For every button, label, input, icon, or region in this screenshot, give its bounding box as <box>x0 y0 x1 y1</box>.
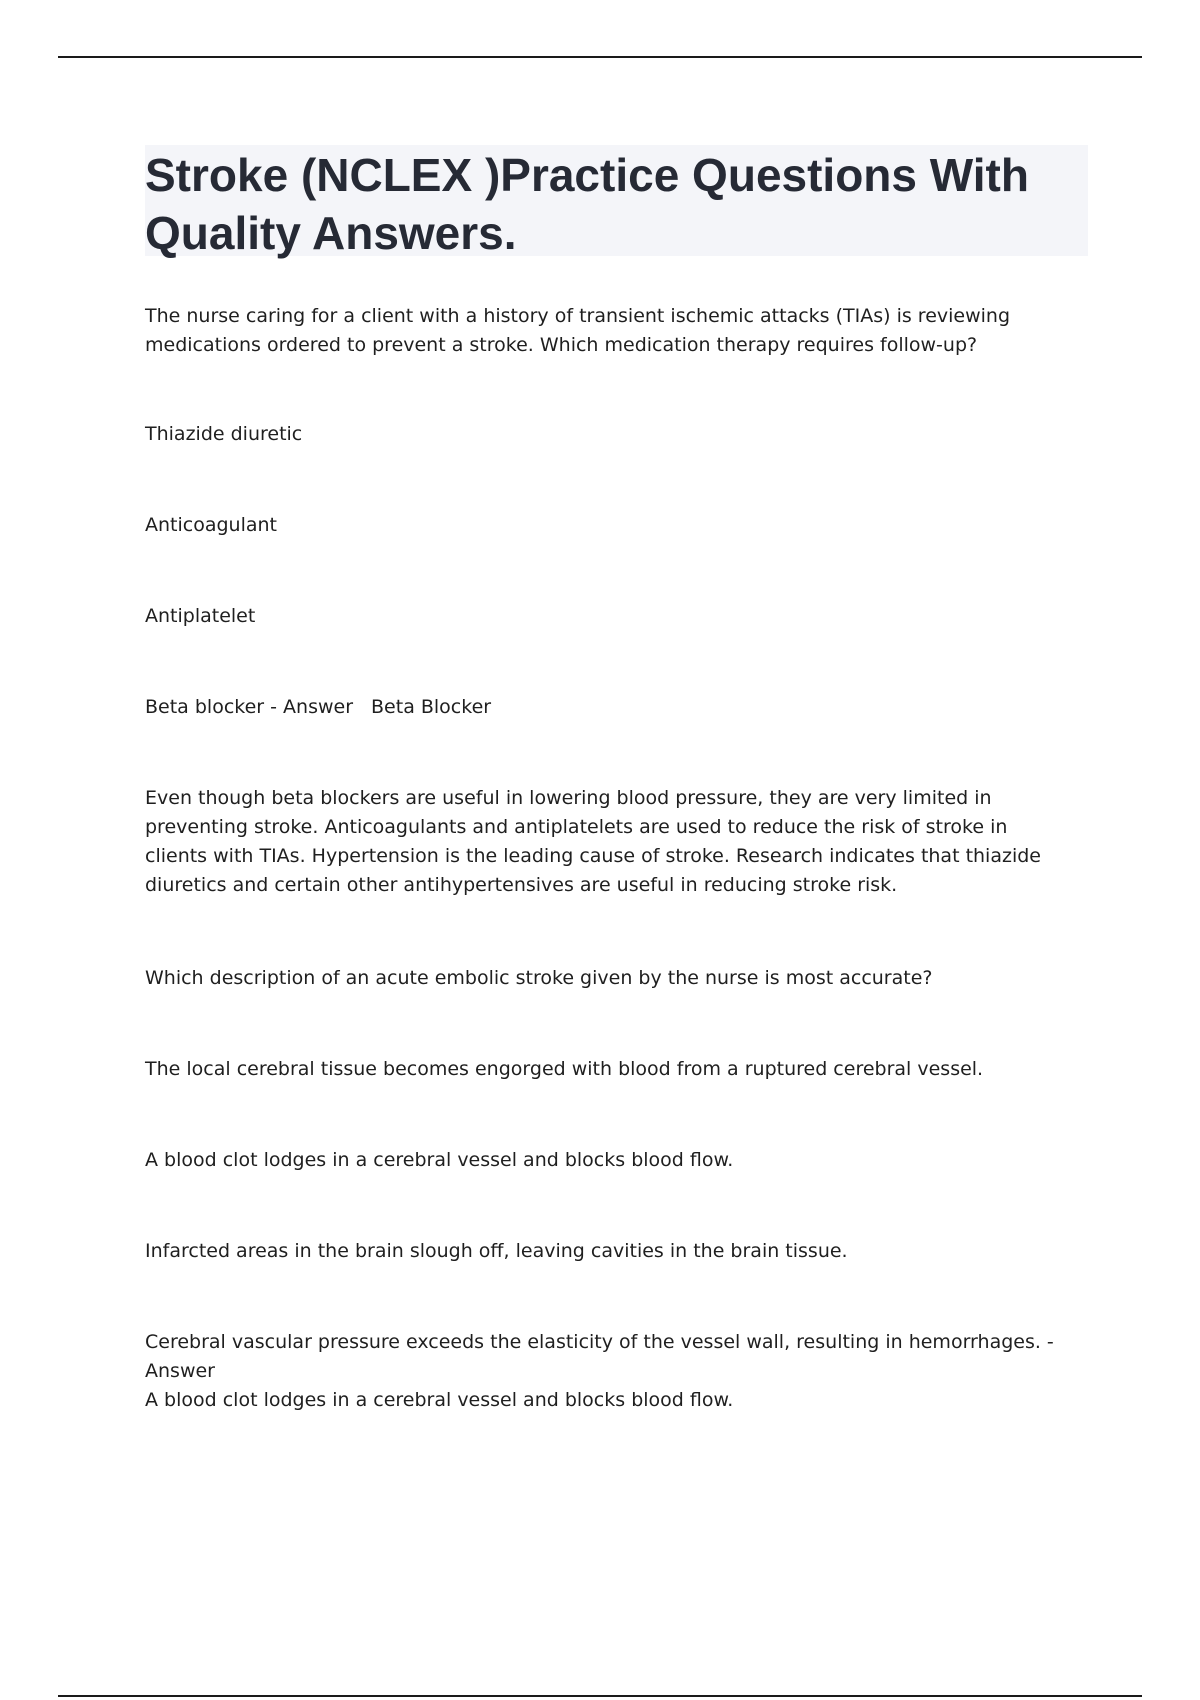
question-2-text: Which description of an acute embolic stroke given by the nurse is most accurate? <box>145 967 933 989</box>
question-1-option-2: Anticoagulant <box>145 514 277 536</box>
bottom-rule <box>58 1695 1142 1697</box>
question-1-option-3: Antiplatelet <box>145 605 256 627</box>
question-2-answer: A blood clot lodges in a cerebral vessel and blocks blood flow. <box>145 1389 734 1411</box>
top-rule <box>58 56 1142 58</box>
question-2-last-option: Cerebral vascular pressure exceeds the elasticity of the vessel wall, resulting in hemorrhages. - Answer <box>145 1331 1054 1382</box>
question-2-option-3: Infarcted areas in the brain slough off, leaving cavities in the brain tissue. <box>145 1240 848 1262</box>
question-2-option-4-answer <box>145 1328 1075 1415</box>
question-2-option-1: The local cerebral tissue becomes engorged with blood from a ruptured cerebral vessel. <box>145 1058 984 1080</box>
question-1-option-4-answer <box>145 693 1075 722</box>
question-2-option-2: A blood clot lodges in a cerebral vessel and blocks blood flow. <box>145 1149 734 1171</box>
question-1-answer: Beta Blocker <box>371 696 492 718</box>
question-1-option-1: Thiazide diuretic <box>145 423 303 445</box>
question-1-last-option: Beta blocker - Answer <box>145 696 354 718</box>
document-title: Stroke (NCLEX )Practice Questions With Quality Answers. <box>145 149 1029 259</box>
question-1-text: The nurse caring for a client with a history of transient ischemic attacks (TIAs) is reviewing medications ordered to prevent a stroke. Which medication therapy requires follow-up? <box>145 305 1011 356</box>
question-1-rationale: Even though beta blockers are useful in lowering blood pressure, they are very limited in preventing stroke. Anticoagulants and antiplatelets are used to reduce the risk of stroke in clients with TIAs. Hypertension is the leading cause of stroke. Research indicates that thiazide diuretics and certain other antihypertensives are useful in reducing stroke risk. <box>145 787 1041 896</box>
